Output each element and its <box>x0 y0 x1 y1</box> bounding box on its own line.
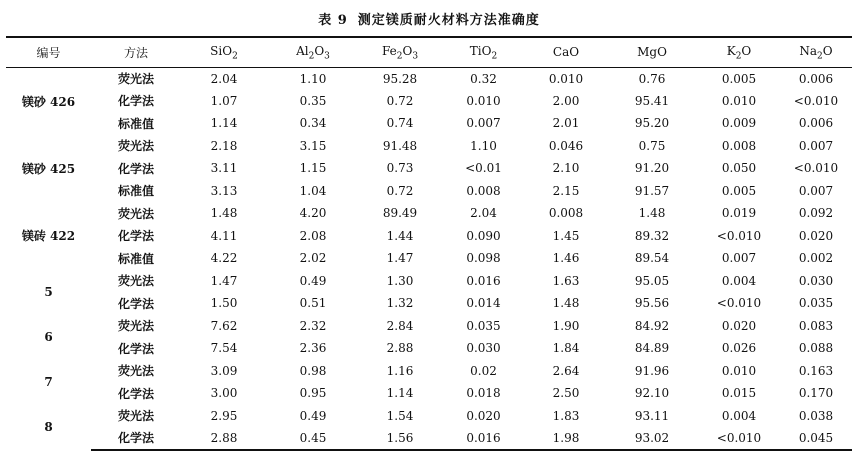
value-tio2: 2.04 <box>470 206 497 221</box>
value-k2o: 0.004 <box>721 408 757 423</box>
value-cao: 2.10 <box>552 161 580 176</box>
value-al2o3: 1.10 <box>299 71 327 86</box>
header-fe2o3-sub2: 3 <box>412 50 419 61</box>
value-mgo: 95.05 <box>634 273 670 288</box>
value-al2o3: 0.98 <box>299 363 327 378</box>
value-fe2o3: 0.73 <box>386 161 414 176</box>
value-na2o: 0.035 <box>798 296 834 311</box>
value-na2o: 0.030 <box>798 273 834 288</box>
method-cell: 化学法 <box>117 341 154 356</box>
value-tio2: 0.32 <box>470 71 497 86</box>
value-sio2: 3.09 <box>210 363 238 378</box>
value-al2o3: 3.15 <box>299 138 327 153</box>
value-na2o: 0.092 <box>798 206 834 221</box>
value-fe2o3: 1.44 <box>386 228 414 243</box>
value-mgo: 95.41 <box>634 93 670 108</box>
method-cell: 化学法 <box>117 296 154 311</box>
value-mgo: 84.89 <box>634 341 670 356</box>
value-mgo: 89.54 <box>634 251 670 266</box>
value-tio2: 0.018 <box>466 386 501 401</box>
value-sio2: 3.00 <box>210 386 238 401</box>
header-mgo <box>606 37 698 67</box>
value-na2o: <0.010 <box>793 93 839 108</box>
value-k2o: 0.008 <box>721 138 757 153</box>
value-tio2: <0.01 <box>465 161 502 176</box>
header-mgo-main: MgO <box>637 45 667 60</box>
value-k2o: 0.005 <box>721 71 757 86</box>
method-cell: 标准值 <box>117 116 154 131</box>
value-tio2: 0.007 <box>466 116 501 131</box>
value-na2o: 0.088 <box>798 341 834 356</box>
value-cao: 0.046 <box>548 138 584 153</box>
value-fe2o3: 91.48 <box>382 138 418 153</box>
value-cao: 1.63 <box>552 273 580 288</box>
table-row <box>6 157 852 180</box>
header-tio2 <box>441 37 526 67</box>
header-fe2o3-sub: 2 <box>396 50 403 61</box>
value-al2o3: 0.35 <box>299 93 327 108</box>
value-tio2: 0.020 <box>466 408 501 423</box>
value-k2o: 0.019 <box>721 206 757 221</box>
sample-id: 5 <box>44 285 53 299</box>
method-cell: 荧光法 <box>117 319 154 334</box>
value-cao: 2.00 <box>552 93 580 108</box>
table-row <box>6 67 852 90</box>
value-na2o: <0.010 <box>793 161 839 176</box>
value-fe2o3: 2.88 <box>386 341 414 356</box>
value-al2o3: 0.34 <box>299 116 327 131</box>
sample-id: 7 <box>44 375 53 389</box>
value-na2o: 0.163 <box>798 363 834 378</box>
value-k2o: 0.010 <box>721 93 757 108</box>
value-fe2o3: 2.84 <box>386 318 414 333</box>
header-na2o <box>780 37 852 67</box>
table-row <box>6 202 852 225</box>
value-fe2o3: 1.56 <box>359 427 441 450</box>
header-al2o3-main: Al <box>296 43 309 58</box>
value-sio2: 1.47 <box>210 273 238 288</box>
value-tio2: 0.030 <box>466 341 501 356</box>
table-row <box>6 360 852 383</box>
value-fe2o3: 1.47 <box>386 251 414 266</box>
value-sio2: 2.04 <box>210 71 238 86</box>
header-al2o3-sub: 2 <box>308 50 315 61</box>
table-body <box>6 67 852 450</box>
value-sio2: 1.48 <box>210 206 238 221</box>
value-mgo: 93.02 <box>606 427 698 450</box>
value-sio2: 1.07 <box>210 93 238 108</box>
method-cell: 化学法 <box>117 386 154 401</box>
header-al2o3-tail: O <box>314 43 325 58</box>
value-sio2: 7.62 <box>210 318 238 333</box>
header-id-main: 编号 <box>36 45 61 60</box>
method-cell: 标准值 <box>117 251 154 266</box>
header-sio2-main: SiO <box>210 43 233 58</box>
value-na2o: 0.002 <box>798 251 834 266</box>
value-cao: 2.50 <box>552 386 580 401</box>
value-sio2: 2.95 <box>210 408 238 423</box>
value-al2o3: 0.49 <box>299 408 327 423</box>
value-mgo: 95.56 <box>634 296 670 311</box>
value-tio2: 0.014 <box>466 296 501 311</box>
value-sio2: 4.22 <box>210 251 238 266</box>
value-cao: 2.64 <box>552 363 580 378</box>
table-caption: 测定镁质耐火材料方法准确度 <box>357 13 540 28</box>
value-fe2o3: 1.14 <box>386 386 414 401</box>
header-row <box>6 37 852 67</box>
sample-id: 8 <box>44 420 53 434</box>
value-mgo: 89.32 <box>634 228 670 243</box>
value-al2o3: 2.02 <box>299 251 327 266</box>
header-k2o-tail: O <box>741 43 752 58</box>
table-row <box>6 247 852 270</box>
value-tio2: 0.010 <box>466 93 501 108</box>
value-na2o: 0.006 <box>798 71 834 86</box>
method-cell: 标准值 <box>117 184 154 199</box>
value-na2o: 0.007 <box>798 183 834 198</box>
header-al2o3 <box>267 37 359 67</box>
table-row <box>6 427 852 450</box>
value-tio2: 0.016 <box>441 427 526 450</box>
header-fe2o3-main: Fe <box>381 43 397 58</box>
value-al2o3: 2.08 <box>299 228 327 243</box>
table-row <box>6 135 852 158</box>
value-k2o: <0.010 <box>716 296 762 311</box>
value-mgo: 95.20 <box>634 116 670 131</box>
value-mgo: 91.96 <box>634 363 670 378</box>
header-k2o <box>698 37 780 67</box>
header-sio2 <box>181 37 267 67</box>
value-tio2: 0.02 <box>470 363 497 378</box>
method-cell: 化学法 <box>117 161 154 176</box>
table-row <box>6 382 852 405</box>
value-mgo: 0.75 <box>638 138 666 153</box>
value-k2o: <0.010 <box>716 228 762 243</box>
value-k2o: 0.010 <box>721 363 757 378</box>
value-tio2: 0.035 <box>466 318 501 333</box>
value-sio2: 2.18 <box>210 138 238 153</box>
header-fe2o3 <box>359 37 441 67</box>
value-sio2: 1.14 <box>210 116 238 131</box>
value-na2o: 0.045 <box>780 427 852 450</box>
value-mgo: 91.20 <box>634 161 670 176</box>
value-mgo: 91.57 <box>634 183 670 198</box>
value-na2o: 0.007 <box>798 138 834 153</box>
value-fe2o3: 1.54 <box>386 408 414 423</box>
header-sio2-sub: 2 <box>232 50 238 61</box>
header-na2o-tail: O <box>822 43 833 58</box>
table-title <box>0 9 858 28</box>
method-cell: 荧光法 <box>117 274 154 289</box>
header-tio2-main: TiO <box>469 43 492 58</box>
value-sio2: 4.11 <box>210 228 238 243</box>
value-mgo: 92.10 <box>634 386 670 401</box>
method-cell: 荧光法 <box>117 206 154 221</box>
header-cao-main: CaO <box>552 45 580 60</box>
value-sio2: 3.13 <box>210 183 238 198</box>
value-fe2o3: 0.72 <box>386 183 414 198</box>
value-mgo: 84.92 <box>634 318 670 333</box>
value-cao: 1.48 <box>552 296 580 311</box>
table-row <box>6 337 852 360</box>
value-tio2: 0.016 <box>466 273 501 288</box>
value-fe2o3: 0.74 <box>386 116 414 131</box>
value-na2o: 0.038 <box>798 408 834 423</box>
value-fe2o3: 1.32 <box>386 296 414 311</box>
value-tio2: 1.10 <box>470 138 497 153</box>
value-k2o: <0.010 <box>698 427 780 450</box>
value-mgo: 0.76 <box>638 71 666 86</box>
header-fe2o3-tail: O <box>402 43 413 58</box>
method-cell: 化学法 <box>91 427 181 450</box>
header-id <box>6 37 91 67</box>
table-row <box>6 315 852 338</box>
method-cell: 化学法 <box>117 94 154 109</box>
value-al2o3: 0.51 <box>299 296 327 311</box>
sample-id: 镁砂 425 <box>21 161 76 176</box>
header-tio2-sub: 2 <box>491 50 498 61</box>
value-fe2o3: 89.49 <box>382 206 418 221</box>
sample-id: 镁砖 422 <box>21 229 76 244</box>
value-sio2: 2.88 <box>181 427 267 450</box>
table-row <box>6 90 852 113</box>
value-k2o: 0.050 <box>721 161 757 176</box>
value-na2o: 0.006 <box>798 116 834 131</box>
value-al2o3: 2.32 <box>299 318 327 333</box>
value-tio2: 0.098 <box>466 251 501 266</box>
value-cao: 1.84 <box>552 341 580 356</box>
value-al2o3: 0.49 <box>299 273 327 288</box>
value-tio2: 0.008 <box>466 183 501 198</box>
value-mgo: 1.48 <box>638 206 666 221</box>
value-al2o3: 1.04 <box>299 183 327 198</box>
sample-id: 镁砂 426 <box>21 94 76 109</box>
value-fe2o3: 95.28 <box>382 71 418 86</box>
table-row <box>6 270 852 293</box>
accuracy-table <box>6 36 852 451</box>
table-row <box>6 180 852 203</box>
value-al2o3: 0.95 <box>299 386 327 401</box>
value-fe2o3: 0.72 <box>386 93 414 108</box>
header-na2o-main: Na <box>799 43 818 58</box>
value-cao: 1.98 <box>526 427 606 450</box>
value-fe2o3: 1.16 <box>386 363 414 378</box>
value-cao: 1.45 <box>552 228 580 243</box>
value-al2o3: 2.36 <box>299 341 327 356</box>
header-k2o-sub: 2 <box>735 50 742 61</box>
header-method <box>91 37 181 67</box>
method-cell: 荧光法 <box>117 72 154 86</box>
table-row <box>6 405 852 428</box>
table-number: 表 9 <box>318 13 348 28</box>
sample-id: 6 <box>44 330 53 344</box>
value-sio2: 7.54 <box>210 341 238 356</box>
value-cao: 2.15 <box>552 183 580 198</box>
method-cell: 荧光法 <box>117 364 154 379</box>
value-mgo: 93.11 <box>634 408 670 423</box>
method-cell: 化学法 <box>117 229 154 244</box>
table-row <box>6 292 852 315</box>
value-k2o: 0.005 <box>721 183 757 198</box>
value-na2o: 0.083 <box>798 318 834 333</box>
value-sio2: 1.50 <box>210 296 238 311</box>
method-cell: 荧光法 <box>117 409 154 424</box>
header-cao <box>526 37 606 67</box>
header-k2o-main: K <box>726 43 736 58</box>
value-k2o: 0.004 <box>721 273 757 288</box>
value-al2o3: 4.20 <box>299 206 327 221</box>
value-tio2: 0.090 <box>466 228 501 243</box>
value-k2o: 0.026 <box>721 341 757 356</box>
value-na2o: 0.020 <box>798 228 834 243</box>
table-row <box>6 112 852 135</box>
value-cao: 2.01 <box>552 116 580 131</box>
value-al2o3: 1.15 <box>299 161 327 176</box>
value-al2o3: 0.45 <box>267 427 359 450</box>
header-na2o-sub: 2 <box>817 50 823 61</box>
value-cao: 1.90 <box>552 318 580 333</box>
value-k2o: 0.020 <box>721 318 757 333</box>
value-sio2: 3.11 <box>210 161 238 176</box>
value-fe2o3: 1.30 <box>386 273 414 288</box>
value-k2o: 0.007 <box>721 251 757 266</box>
value-cao: 1.83 <box>552 408 580 423</box>
value-k2o: 0.009 <box>721 116 757 131</box>
value-k2o: 0.015 <box>721 386 757 401</box>
table-row <box>6 225 852 248</box>
value-cao: 0.008 <box>548 206 584 221</box>
value-cao: 1.46 <box>552 251 580 266</box>
value-cao: 0.010 <box>548 71 584 86</box>
method-cell: 荧光法 <box>117 139 154 154</box>
header-al2o3-sub2: 3 <box>324 50 330 61</box>
value-na2o: 0.170 <box>798 386 834 401</box>
header-method-main: 方法 <box>123 45 148 60</box>
